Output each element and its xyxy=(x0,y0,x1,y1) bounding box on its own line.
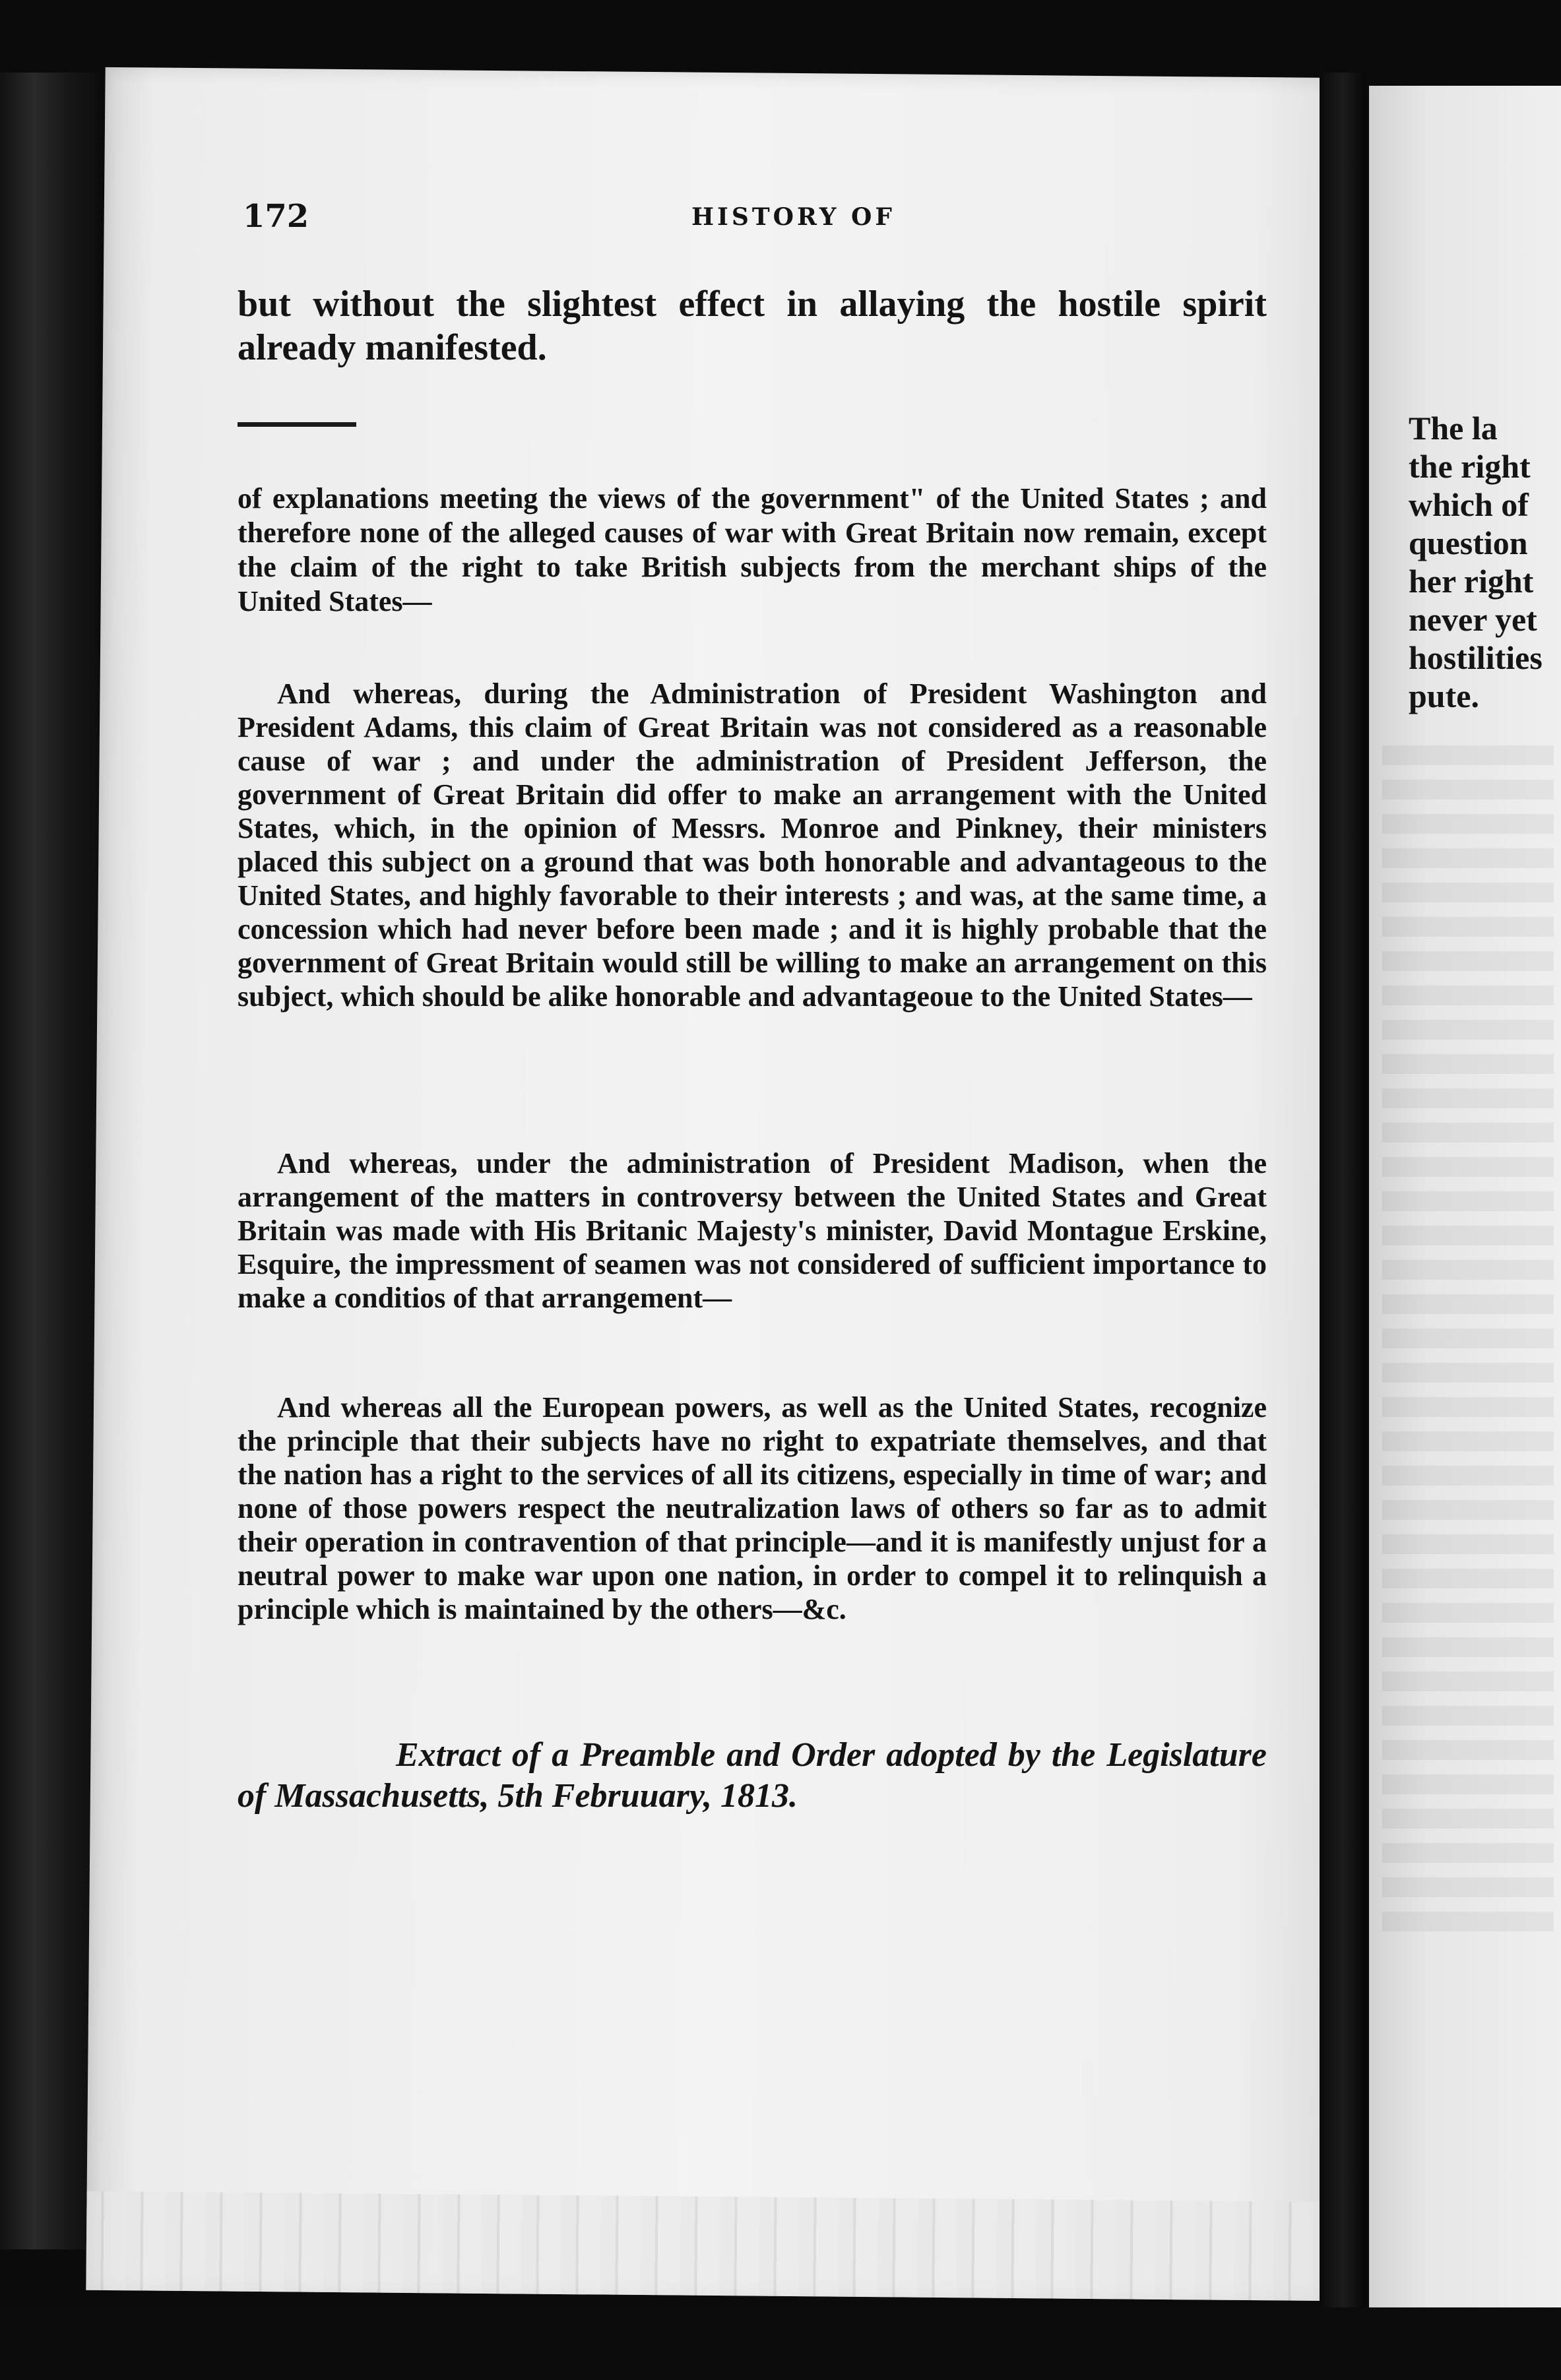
intro-text: but without the slightest effect in allaying the hostile spirit already manifested. xyxy=(238,284,1267,368)
citation: Extract of a Preamble and Order adopted by the Legislature of Massachusetts, 5th Februuary, 1813. xyxy=(238,1736,1267,1815)
paragraph-explanations: of explanations meeting the views of the government" of the United States ; and therefore none of the alleged causes of war with Great Britain now remain, except the claim of the right to take British subjects from the merchant ships of the United States— xyxy=(238,482,1267,617)
paragraph-madison: And whereas, under the administration of President Madison, when the arrangement of the matters in controversy between the United States and Great Britain was made with His Britanic Majesty's minister, David Montague Erskine, Esquire, the impressment of seamen was not considered of sufficient importance to make a conditios of that arrangement— xyxy=(238,1147,1267,1314)
page-bottom-wear xyxy=(86,2191,1333,2301)
facing-page-text: The la the right which of question her right never yet hostilities pute. xyxy=(1409,410,1543,714)
left-page-edge xyxy=(0,73,99,2249)
scan-bottom-border xyxy=(0,2307,1561,2380)
running-head xyxy=(243,198,1265,251)
paragraph-washington-adams: And whereas, during the Administration of President Washington and President Adams, this claim of Great Britain was not considered as a reasonable cause of war ; and under the administration of President Jefferson, the government of Great Britain did offer to make an arrangement with the United States, which, in the opinion of Messrs. Monroe and Pinkney, their ministers placed this subject on a ground that was both honorable and advantageous to the United States, and highly favorable to their interests ; and was, at the same time, a concession which had never before been made ; and it is highly probable that the government of Great Britain would still be willing to make an arrangement on this subject, which should be alike honorable and advantageoue to the United States— xyxy=(238,677,1267,1013)
running-title: HISTORY OF xyxy=(691,203,895,231)
paragraph-european-powers: And whereas all the European powers, as well as the United States, recognize the principle that their subjects have no right to expatriate themselves, and that the nation has a right to the services of all its citizens, especially in time of war; and none of those powers respect the neutralization laws of others so far as to admit their operation in contravention of that principle—and it is manifestly unjust for a neutral power to make war upon one nation, in order to compel it to relinquish a principle which is maintained by the others—&c. xyxy=(238,1391,1267,1625)
page-number: 172 xyxy=(243,198,309,235)
facing-page-bleed-through xyxy=(1382,745,1554,1933)
facing-page xyxy=(1369,86,1561,2368)
section-rule xyxy=(238,422,356,427)
book-gutter xyxy=(1320,73,1366,2380)
